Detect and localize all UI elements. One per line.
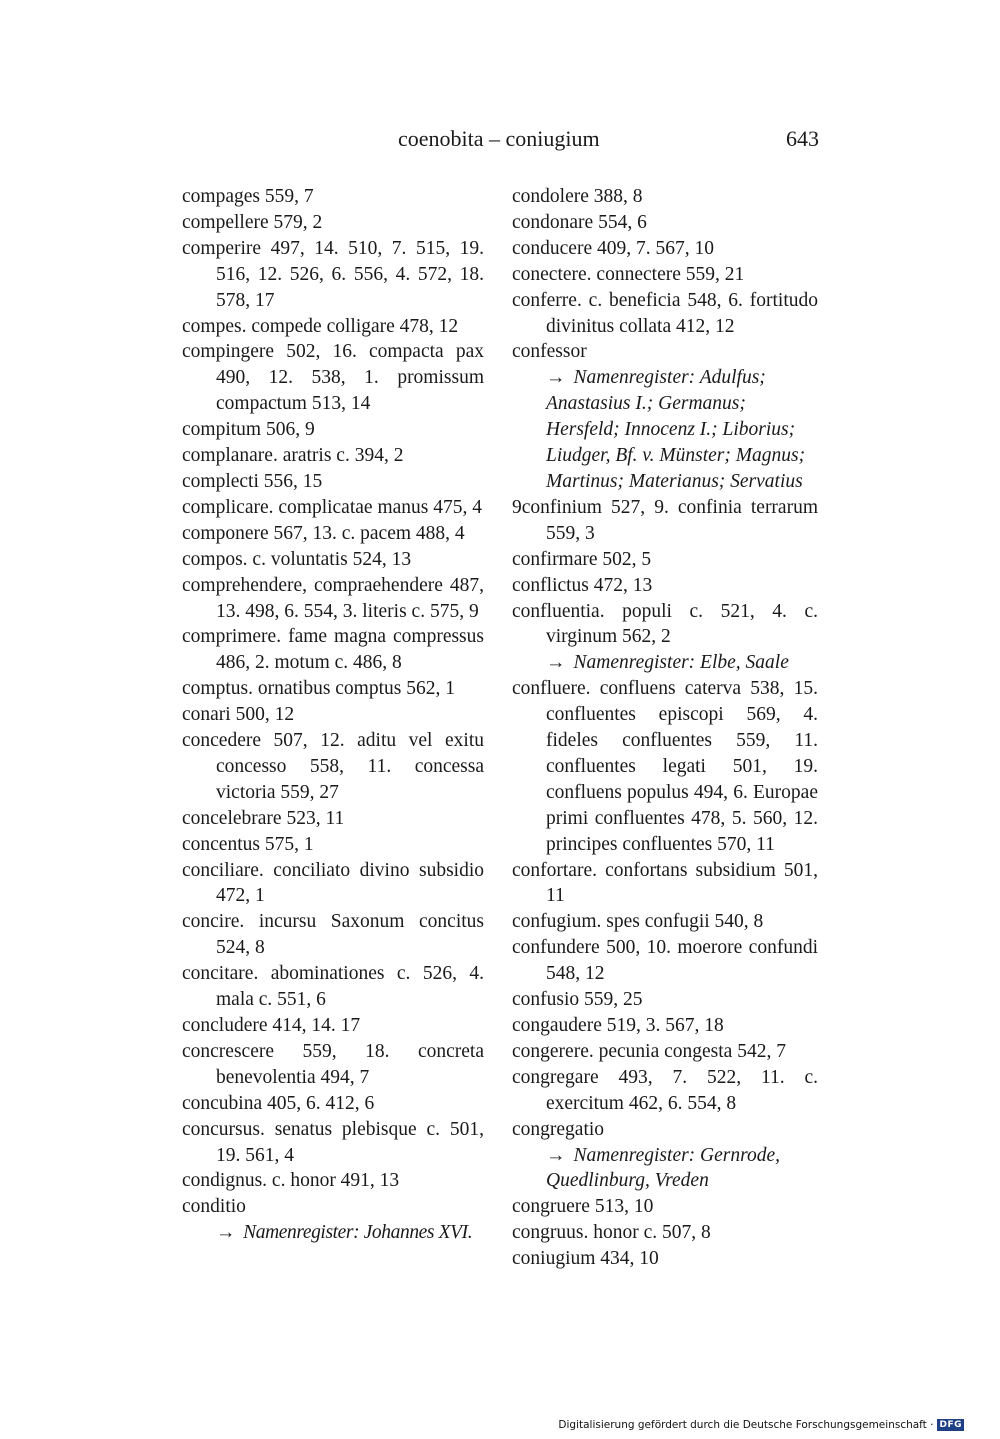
index-entry: conari 500, 12 [182,704,295,726]
index-entry: coniugium 434, 10 [512,1248,659,1270]
page-number: 643 [786,126,819,151]
index-entry: conflictus 472, 13 [512,574,653,596]
index-entry: confluentia. populi c. 521, 4. c. virginum 562, 2 [512,600,818,648]
index-entry: congregatio [512,1118,605,1140]
right-entries-1 [512,184,818,365]
index-entry: compingere 502, 16. compacta pax 490, 12. 538, 1. promissum compactum 513, 14 [182,341,484,415]
index-entry: confluere. confluens caterva 538, 15. confluentes episcopi 569, 4. fideles confluentes 559, 11. confluentes legati 501, 19. confluens populus 494, 6. Europae primi confluentes 478, 5. 560, 12. principes confluentes 570, 11 [512,678,818,855]
index-entry: concentus 575, 1 [182,833,314,855]
arrow-icon: → [546,652,566,674]
index-entry: concedere 507, 12. aditu vel exitu concesso 558, 11. concessa victoria 559, 27 [182,730,484,803]
index-entry: condolere 388, 8 [512,186,643,207]
footer-note: Digitalisierung gefördert durch die Deutsche Forschungsgemeinschaft · [558,1419,934,1431]
cross-reference-text: Namenregister: Adulfus; Anastasius I.; Germanus; Hersfeld; Innocenz I.; Liborius; Liudger, Bf. v. Münster; Magnus; Martinus; Materianus; Servatius [546,367,806,492]
index-entry: complecti 556, 15 [182,470,323,492]
index-entry: concubina 405, 6. 412, 6 [182,1092,375,1114]
right-entries-4 [512,1194,818,1272]
index-entry: comprehendere, compraehendere 487, 13. 498, 6. 554, 3. literis c. 575, 9 [182,574,484,622]
index-entry: confusio 559, 25 [512,989,643,1011]
index-entry: concludere 414, 14. 17 [182,1015,361,1036]
cross-reference-text: Namenregister: Gernrode, Quedlinburg, Vreden [546,1144,781,1192]
arrow-icon: → [216,1222,236,1244]
right-entries-3 [512,676,818,1142]
index-entry: confortare. confortans subsidium 501, 11 [512,859,818,907]
index-entry: confundere 500, 10. moerore confundi 548, 12 [512,937,818,985]
left-entries [182,184,484,1220]
index-entry: conferre. c. beneficia 548, 6. fortitudo divinitus collata 412, 12 [512,289,818,337]
index-entry: concursus. senatus plebisque c. 501, 19. 561, 4 [182,1118,484,1166]
cross-reference-text: Namenregister: Elbe, Saale [573,652,789,674]
right-entries-2 [512,495,818,650]
index-entry: congregare 493, 7. 522, 11. c. exercitum 462, 6. 554, 8 [512,1066,818,1114]
index-entry: concrescere 559, 18. concreta benevolentia 494, 7 [182,1040,484,1088]
index-entry: compos. c. voluntatis 524, 13 [182,548,412,570]
index-entry: comprimere. fame magna compressus 486, 2. motum c. 486, 8 [182,626,484,674]
index-entry: 9confinium 527, 9. confinia terrarum 559, 3 [512,496,818,544]
index-entry: comptus. ornatibus comptus 562, 1 [182,678,455,700]
index-entry: compes. compede colligare 478, 12 [182,315,459,337]
index-entry: complicare. complicatae manus 475, 4 [182,496,482,518]
right-column [512,184,818,1272]
index-entry: conectere. connectere 559, 21 [512,263,745,285]
index-entry: complanare. aratris c. 394, 2 [182,445,404,467]
cross-reference-text: Namenregister: Johannes XVI. [243,1222,473,1244]
index-entry: concelebrare 523, 11 [182,807,345,829]
cross-reference [182,1220,484,1246]
index-entry: congerere. pecunia congesta 542, 7 [512,1040,786,1062]
index-entry: confirmare 502, 5 [512,548,652,570]
left-column [182,184,484,1246]
index-entry: concitare. abominationes c. 526, 4. mala c. 551, 6 [182,963,484,1011]
digitization-footer [558,1418,964,1432]
index-entry: compitum 506, 9 [182,419,315,441]
index-entry: conditio [182,1196,246,1218]
cross-reference [512,1143,818,1195]
index-entry: compellere 579, 2 [182,211,323,233]
index-entry: conciliare. conciliato divino subsidio 472, 1 [182,859,484,907]
running-head: coenobita – coniugium [398,126,600,151]
index-entry: componere 567, 13. c. pacem 488, 4 [182,522,465,544]
cross-reference [512,365,818,495]
index-entry: condonare 554, 6 [512,211,647,233]
arrow-icon: → [546,1144,566,1166]
index-entry: congruus. honor c. 507, 8 [512,1222,711,1244]
index-entry: concire. incursu Saxonum concitus 524, 8 [182,911,484,959]
index-entry: comperire 497, 14. 510, 7. 515, 19. 516, 12. 526, 6. 556, 4. 572, 18. 578, 17 [182,237,484,311]
dfg-logo: DFG [939,1420,962,1430]
index-entry: congaudere 519, 3. 567, 18 [512,1015,724,1036]
index-entry: confessor [512,341,587,363]
index-entry: conducere 409, 7. 567, 10 [512,237,714,259]
arrow-icon: → [546,367,566,389]
index-entry: compages 559, 7 [182,186,314,207]
page-header [0,124,1000,158]
cross-reference [512,650,818,676]
index-entry: confugium. spes confugii 540, 8 [512,911,764,933]
index-entry: congruere 513, 10 [512,1196,654,1218]
index-entry: condignus. c. honor 491, 13 [182,1170,400,1192]
